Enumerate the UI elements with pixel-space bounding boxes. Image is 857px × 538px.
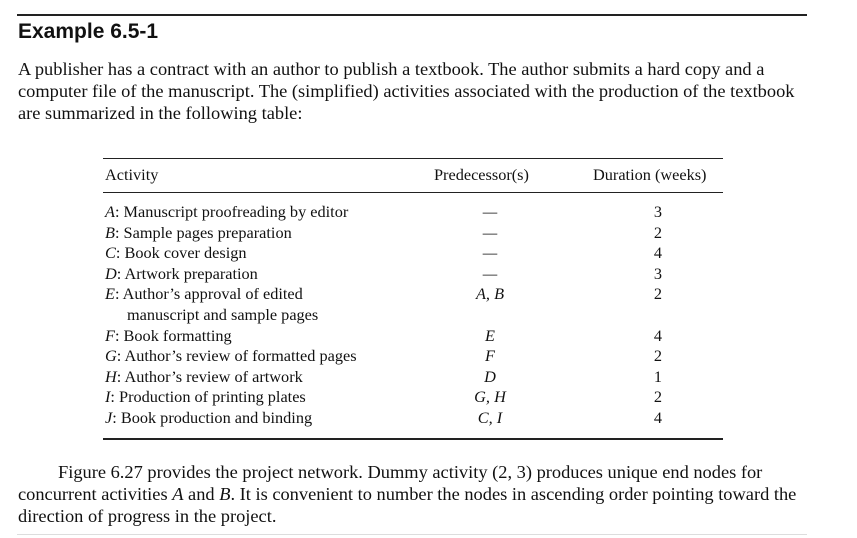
activity-cell [105, 408, 425, 429]
activity-cell [105, 223, 425, 244]
activity-code: I [105, 387, 111, 407]
duration-cell: 2 [653, 284, 663, 304]
activity-code: B [105, 222, 115, 242]
activity-cell [105, 326, 425, 347]
activity-cell [105, 284, 425, 325]
activity-cell [105, 387, 425, 408]
activity-code: A [105, 202, 115, 221]
activity-description: : Author’s review of artwork [116, 366, 303, 386]
duration-cell: 4 [653, 243, 663, 263]
activity-code: C [105, 243, 116, 263]
activity-code: E [105, 284, 115, 304]
predecessor-cell: — [482, 263, 498, 283]
table-row [103, 346, 723, 367]
table-row [103, 202, 723, 223]
activity-description: : Book cover design [115, 243, 247, 263]
table-bottom-rule [103, 438, 723, 440]
predecessor-cell: E [485, 325, 495, 345]
header-duration: Duration (weeks) [593, 165, 707, 184]
closing-paragraph [18, 461, 818, 527]
table-row [103, 223, 723, 244]
activity-description: : Sample pages preparation [114, 222, 292, 242]
table-row [103, 243, 723, 264]
duration-cell: 2 [653, 346, 663, 366]
activity-description: : Author’s review of formatted pages [116, 346, 357, 366]
duration-cell: 1 [653, 366, 663, 386]
predecessor-cell: — [482, 202, 498, 221]
table-top-rule [103, 158, 723, 159]
closing-activity-b: B [219, 484, 231, 504]
duration-cell: 4 [653, 325, 663, 345]
duration-cell: 2 [653, 387, 663, 407]
table-row [103, 387, 723, 408]
predecessor-cell: F [485, 346, 495, 366]
table-row [103, 408, 723, 429]
activity-cell [105, 367, 425, 388]
activity-description: : Book production and binding [112, 407, 313, 427]
predecessor-cell: D [484, 366, 496, 386]
closing-text-2: and [183, 484, 220, 504]
activity-code: H [105, 366, 117, 386]
bottom-rule [17, 534, 807, 535]
table-row [103, 284, 723, 325]
activity-description-continued: manuscript and sample pages [127, 304, 319, 324]
predecessor-cell: C, I [477, 407, 503, 427]
activity-cell [105, 202, 425, 223]
activity-code: F [105, 325, 115, 345]
header-activity: Activity [105, 165, 159, 184]
closing-activity-a: A [172, 484, 184, 504]
example-title: Example 6.5-1 [18, 20, 159, 43]
activity-description: : Book formatting [114, 325, 232, 345]
predecessor-cell: — [482, 222, 498, 242]
duration-cell: 3 [653, 202, 663, 221]
header-predecessors: Predecessor(s) [434, 165, 529, 184]
activity-cell [105, 243, 425, 264]
predecessor-cell: A, B [475, 284, 505, 304]
table-row [103, 367, 723, 388]
activity-code: J [105, 407, 113, 427]
activity-description: : Author’s approval of edited [114, 284, 303, 304]
duration-cell: 4 [653, 407, 663, 427]
closing-text-3: . It is convenient to number the nodes in ascending order pointing toward the direction of progress in the project. [18, 484, 797, 526]
activity-description: : Manuscript proofreading by editor [114, 202, 349, 221]
intro-paragraph: A publisher has a contract with an author to publish a textbook. The author submits a hard copy and a computer file of the manuscript. The (simplified) activities associated with the production of the textbook are summarized in the following table: [18, 59, 795, 123]
activity-cell [105, 264, 425, 285]
table-row [103, 264, 723, 285]
predecessor-cell: G, H [474, 387, 506, 407]
closing-text-1: Figure 6.27 provides the project network. Dummy activity (2, 3) produces unique end nodes for concurrent activities [18, 462, 763, 504]
activity-code: G [105, 346, 117, 366]
activity-description: : Production of printing plates [110, 387, 306, 407]
predecessor-cell: — [482, 243, 498, 263]
table-header-rule [103, 192, 723, 193]
top-rule [17, 14, 807, 16]
duration-cell: 3 [653, 263, 663, 283]
activity-code: D [105, 263, 117, 283]
duration-cell: 2 [653, 222, 663, 242]
table-body [103, 202, 723, 429]
activity-description: : Artwork preparation [116, 263, 258, 283]
activity-cell [105, 346, 425, 367]
table-row [103, 326, 723, 347]
